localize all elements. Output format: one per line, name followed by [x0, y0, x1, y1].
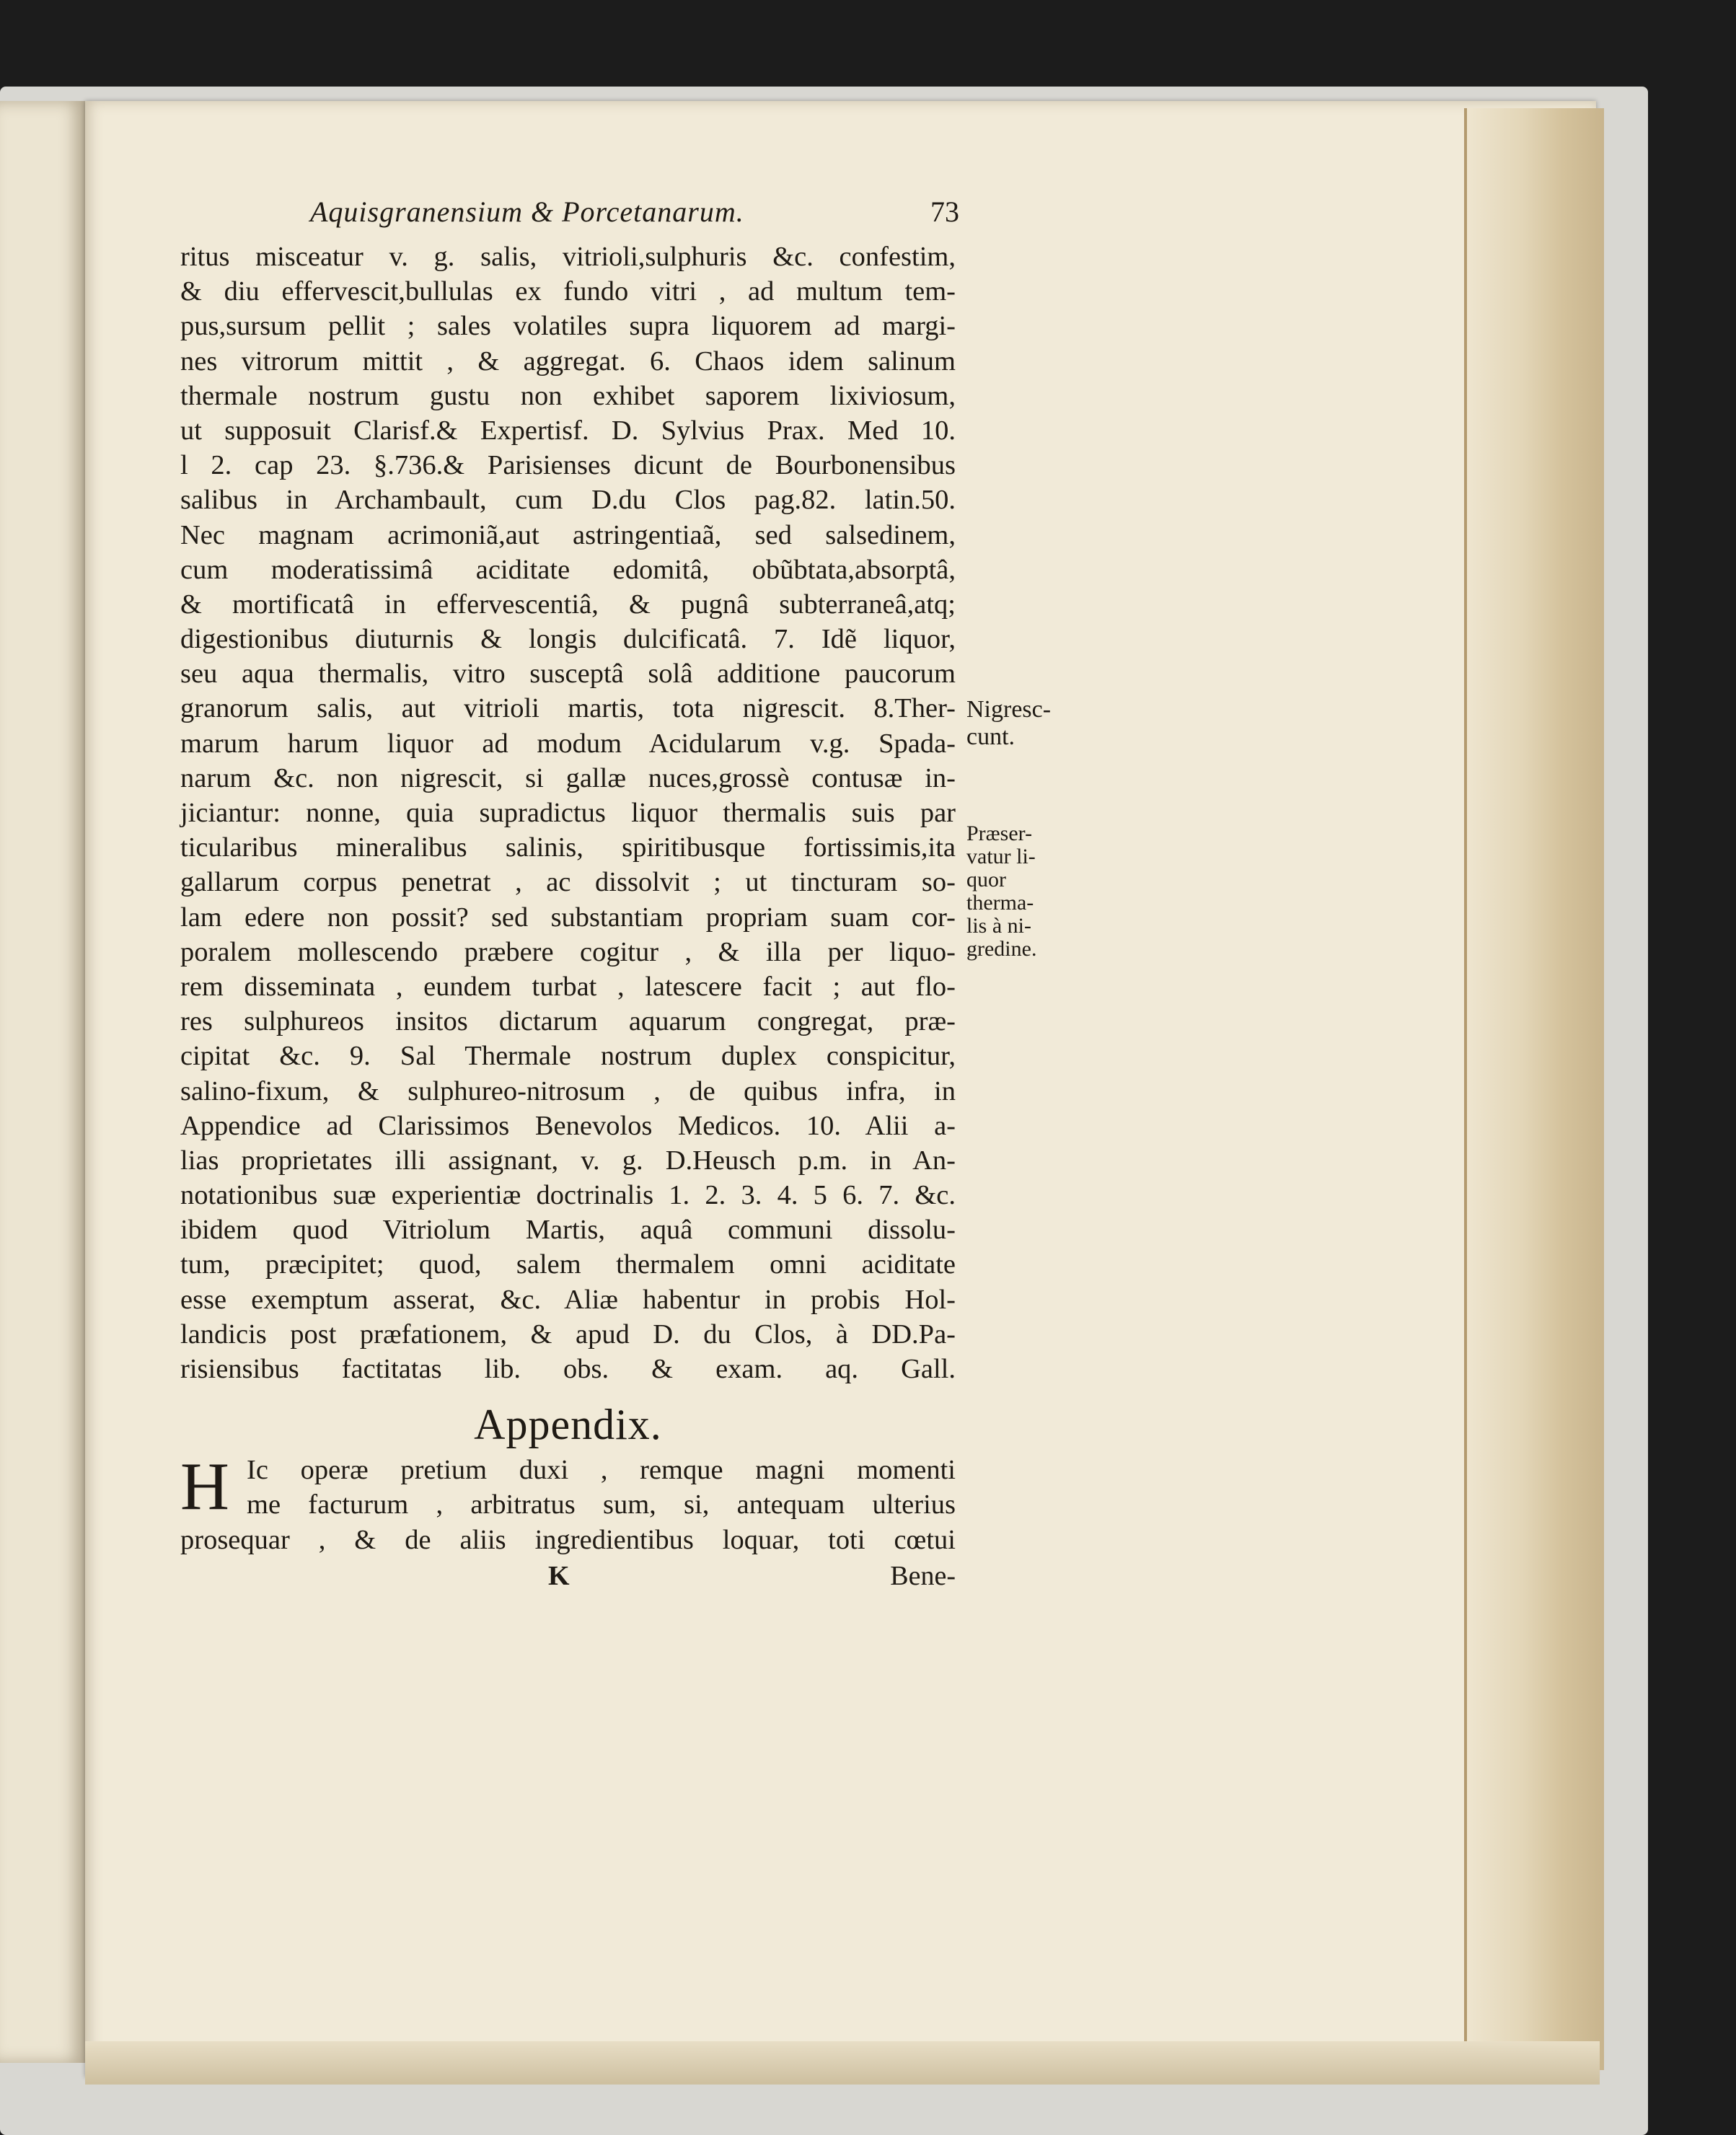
text-line: landicis post præfationem, & apud D. du Clos, à DD.Pa-	[180, 1319, 956, 1350]
text-line: Ic operæ pretium duxi , remque magni momenti	[247, 1455, 956, 1486]
text-line: Appendice ad Clarissimos Benevolos Medicos. 10. Alii a-	[180, 1110, 956, 1141]
text-line: l 2. cap 23. §.736.& Parisienses dicunt de Bourbonensibus	[180, 450, 956, 481]
text-line: Nec magnam acrimoniã,aut astringentiaã, sed salsedinem,	[180, 519, 956, 550]
text-line: lam edere non possit? sed substantiam propriam suam cor-	[180, 902, 956, 933]
margin-note: Nigresc- cunt.	[966, 696, 1052, 750]
page-footer	[180, 1560, 956, 1601]
page-number: 73	[930, 195, 959, 228]
text-line: ticularibus mineralibus salinis, spiritibusque fortissimis,ita	[180, 832, 956, 863]
catchword: Bene-	[890, 1560, 956, 1591]
text-line: salibus in Archambault, cum D.du Clos pag.82. latin.50.	[180, 485, 956, 516]
text-line: & mortificatâ in effervescentiâ, & pugnâ subterraneâ,atq;	[180, 589, 956, 620]
text-line: poralem mollescendo præbere cogitur , & illa per liquo-	[180, 936, 956, 967]
text-line: me facturum , arbitratus sum, si, antequam ulterius	[247, 1489, 956, 1520]
text-line: tum, præcipitet; quod, salem thermalem omni aciditate	[180, 1249, 956, 1280]
text-line: nes vitrorum mittit , & aggregat. 6. Chaos idem salinum	[180, 345, 956, 377]
text-line: ritus misceatur v. g. salis, vitrioli,sulphuris &c. confestim,	[180, 242, 956, 272]
margin-note: Præser- vatur li- quor therma- lis à ni- gredine.	[966, 822, 1037, 961]
text-line: seu aqua thermalis, vitro susceptâ solâ additione paucorum	[180, 659, 956, 690]
text-line: salino-fixum, & sulphureo-nitrosum , de quibus infra, in	[180, 1075, 956, 1106]
text-line: esse exemptum asserat, &c. Aliæ habentur in probis Hol-	[180, 1284, 956, 1315]
text-line: ut supposuit Clarisf.& Expertisf. D. Sylvius Prax. Med 10.	[180, 415, 956, 446]
page-fore-edge	[1464, 108, 1604, 2070]
appendix-text	[180, 1449, 956, 1557]
text-line: rem disseminata , eundem turbat , latescere facit ; aut flo-	[180, 971, 956, 1002]
header-title: Aquisgranensium & Porcetanarum.	[310, 195, 744, 228]
text-line: granorum salis, aut vitrioli martis, tota nigrescit. 8.Ther-	[180, 693, 956, 724]
text-line: gallarum corpus penetrat , ac dissolvit ; ut tincturam so-	[180, 867, 956, 898]
text-line: jiciantur: nonne, quia supradictus liquor thermalis suis par	[180, 798, 956, 828]
text-line: res sulphureos insitos dictarum aquarum congregat, præ-	[180, 1006, 956, 1037]
drop-capital: H	[180, 1449, 229, 1525]
text-line: & diu effervescit,bullulas ex fundo vitri , ad multum tem-	[180, 276, 956, 307]
text-block	[180, 195, 959, 1601]
text-line: lias proprietates illi assignant, v. g. D.Heusch p.m. in An-	[180, 1145, 956, 1176]
text-line: marum harum liquor ad modum Acidularum v.g. Spada-	[180, 728, 956, 759]
text-line: ibidem quod Vitriolum Martis, aquâ communi dissolu-	[180, 1215, 956, 1246]
text-line: digestionibus diuturnis & longis dulcificatâ. 7. Idẽ liquor,	[180, 624, 956, 655]
left-page-edge	[0, 101, 85, 2063]
text-line: notationibus suæ experientiæ doctrinalis 1. 2. 3. 4. 5 6. 7. &c.	[180, 1180, 956, 1211]
running-head	[180, 195, 959, 239]
text-line: cum moderatissimâ aciditate edomitâ, obũbtata,absorptâ,	[180, 554, 956, 585]
appendix-heading: Appendix.	[474, 1401, 662, 1449]
text-line: thermale nostrum gustu non exhibet saporem lixiviosum,	[180, 380, 956, 411]
page-bottom-edge	[85, 2041, 1600, 2085]
text-line: narum &c. non nigrescit, si gallæ nuces,grossè contusæ in-	[180, 762, 956, 793]
text-line: cipitat &c. 9. Sal Thermale nostrum duplex conspicitur,	[180, 1041, 956, 1072]
signature-mark: K	[548, 1560, 570, 1591]
text-line: pus,sursum pellit ; sales volatiles supra liquorem ad margi-	[180, 311, 956, 342]
body-text	[180, 239, 956, 1386]
text-line: prosequar , & de aliis ingredientibus loquar, toti cœtui	[180, 1524, 956, 1555]
text-line: risiensibus factitatas lib. obs. & exam. aq. Gall.	[180, 1354, 956, 1384]
